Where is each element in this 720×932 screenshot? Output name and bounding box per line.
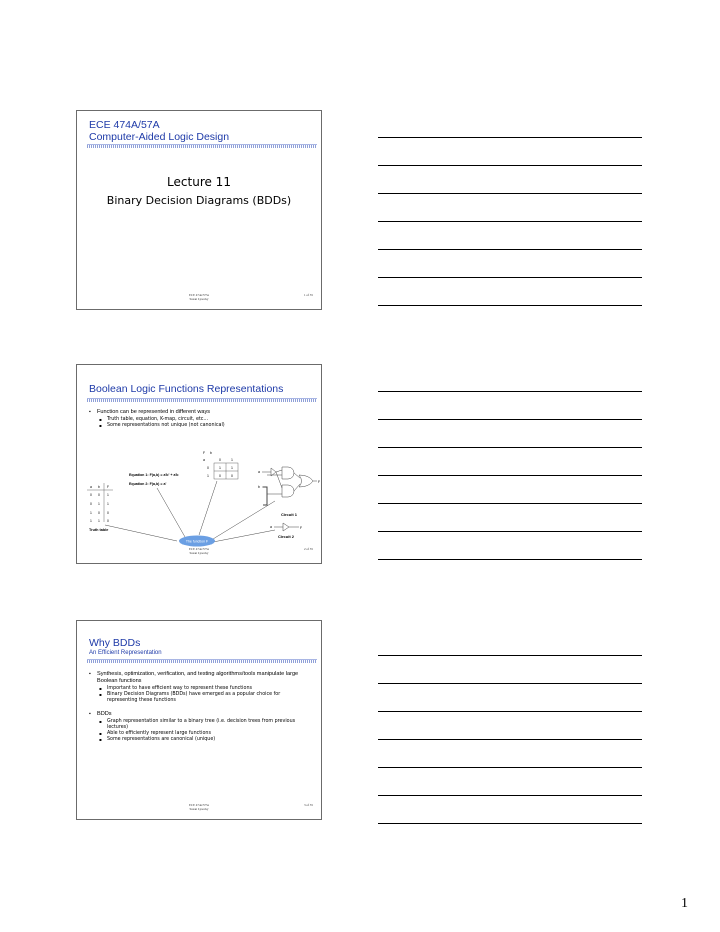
footer-course-author [77,803,321,811]
output-f: F [318,480,321,484]
note-line [378,221,642,222]
title-divider [87,144,317,148]
sub-bullet: ▪ Graph representation similar to a binary tree (i.e. decision trees from previous lectures) [87,719,311,731]
kmap-cell: 0 [231,474,233,478]
sub-bullet: ▪ Some representations are canonical (unique) [87,737,311,743]
kmap-cell: 1 [219,466,221,470]
footer-course-author [77,293,321,301]
tt-header: a [90,485,92,489]
representations-diagram [77,365,323,565]
note-line [378,795,642,796]
kmap-row-0-label: 0 [207,466,209,470]
footer-course: ECE 474a/575a [188,803,210,807]
sub-bullet: ▪ Truth table, equation, K-map, circuit, etc… [87,417,311,423]
slide-2 [76,364,322,564]
note-line [378,767,642,768]
kmap-col-var: b [210,451,212,455]
circuit-1-label: Circuit 1 [281,512,298,517]
tt-cell: 1 [98,519,100,523]
slide-1-title-line1: ECE 474A/57A [89,119,160,131]
tt-header: b [98,485,100,489]
circuit-2-label: Circuit 2 [278,534,295,539]
note-line [378,531,642,532]
slide-1-title-line2: Computer-Aided Logic Design [89,131,230,143]
footer-page: 3 of 35 [303,803,313,807]
kmap-row-var: a [203,458,205,462]
truth-table [87,483,113,532]
bullet: ▪ BDDs [87,711,311,718]
lecture-title: Binary Decision Diagrams (BDDs) [106,194,292,207]
note-line [378,305,642,306]
footer-author: Susan Lysecky [189,551,209,555]
slide-footer [77,293,321,305]
connector-lines [105,481,275,542]
output-f: F [300,526,303,530]
tt-cell: 0 [107,519,109,523]
input-a: a [258,470,260,474]
slide-2-title: Boolean Logic Functions Representations [89,383,284,395]
slide-footer [77,803,321,815]
tt-cell: 0 [107,511,109,515]
note-line [378,193,642,194]
footer-author: Susan Lysecky [189,297,209,301]
kmap [203,451,238,479]
function-oval-label: The function F [185,539,209,544]
tt-header: F [107,485,110,489]
sub-bullet: ▪ Able to efficiently represent large functions [87,731,311,737]
or-gate [299,475,313,487]
note-line [378,655,642,656]
kmap-label: F [203,451,206,455]
note-line [378,711,642,712]
bullet: ▪ Function can be represented in different ways [87,409,311,416]
page-number: 1 [681,896,688,911]
note-line [378,277,642,278]
slide-footer [77,547,321,559]
footer-course-author [77,547,321,555]
slide-1 [76,110,322,310]
slide-3-bullets [87,671,311,743]
note-line [378,391,642,392]
note-line [378,683,642,684]
equation-2: Equation 2: F(a,b) = a' [129,482,167,486]
title-divider [87,659,317,663]
kmap-cell: 1 [231,466,233,470]
sub-bullet: ▪ Important to have efficient way to represent these functions [87,686,311,692]
input-a: a [270,525,272,529]
inverter-gate [283,523,289,531]
bullet: ▪ Synthesis, optimization, verification, and testing algorithms/tools manipulate large Boolean functions [87,671,311,685]
kmap-col-0: 0 [219,458,221,462]
equation-1: Equation 1: F(a,b) = a'b' + a'b [129,473,179,477]
note-line [378,503,642,504]
tt-cell: 0 [90,493,92,497]
footer-author: Susan Lysecky [189,807,209,811]
and-gate [282,485,294,497]
tt-cell: 0 [98,493,100,497]
tt-cell: 1 [107,502,109,506]
sub-bullet: ▪ Some representations not unique (not canonical) [87,423,311,429]
kmap-col-1: 1 [231,458,233,462]
note-line [378,249,642,250]
note-line [378,165,642,166]
slide-3 [76,620,322,820]
truth-table-label: Truth table [89,528,109,532]
footer-course: ECE 474a/575a [188,293,210,297]
slide-3-subtitle: An Efficient Representation [89,650,162,656]
lecture-number: Lecture 11 [167,175,231,189]
kmap-row-1-label: 1 [207,474,209,478]
tt-cell: 0 [90,502,92,506]
sub-bullet: ▪ Binary Decision Diagrams (BDDs) have emerged as a popular choice for representing these functions [87,692,311,704]
tt-cell: 1 [90,519,92,523]
note-line [378,823,642,824]
circuit-1 [258,467,320,517]
tt-cell: 1 [90,511,92,515]
tt-cell: 1 [107,493,109,497]
note-line [378,419,642,420]
note-line [378,137,642,138]
slide-1-title [89,119,229,143]
tt-cell: 1 [98,502,100,506]
slide-3-title: Why BDDs [89,637,141,649]
input-b: b [258,485,260,489]
note-line [378,475,642,476]
kmap-cell: 0 [219,474,221,478]
footer-page: 1 of 35 [303,293,313,297]
circuit-2 [270,523,302,539]
and-gate [282,467,294,479]
note-line [378,559,642,560]
footer-page: 2 of 35 [303,547,313,551]
note-line [378,447,642,448]
tt-cell: 0 [98,511,100,515]
footer-course: ECE 474a/575a [188,547,210,551]
note-line [378,739,642,740]
